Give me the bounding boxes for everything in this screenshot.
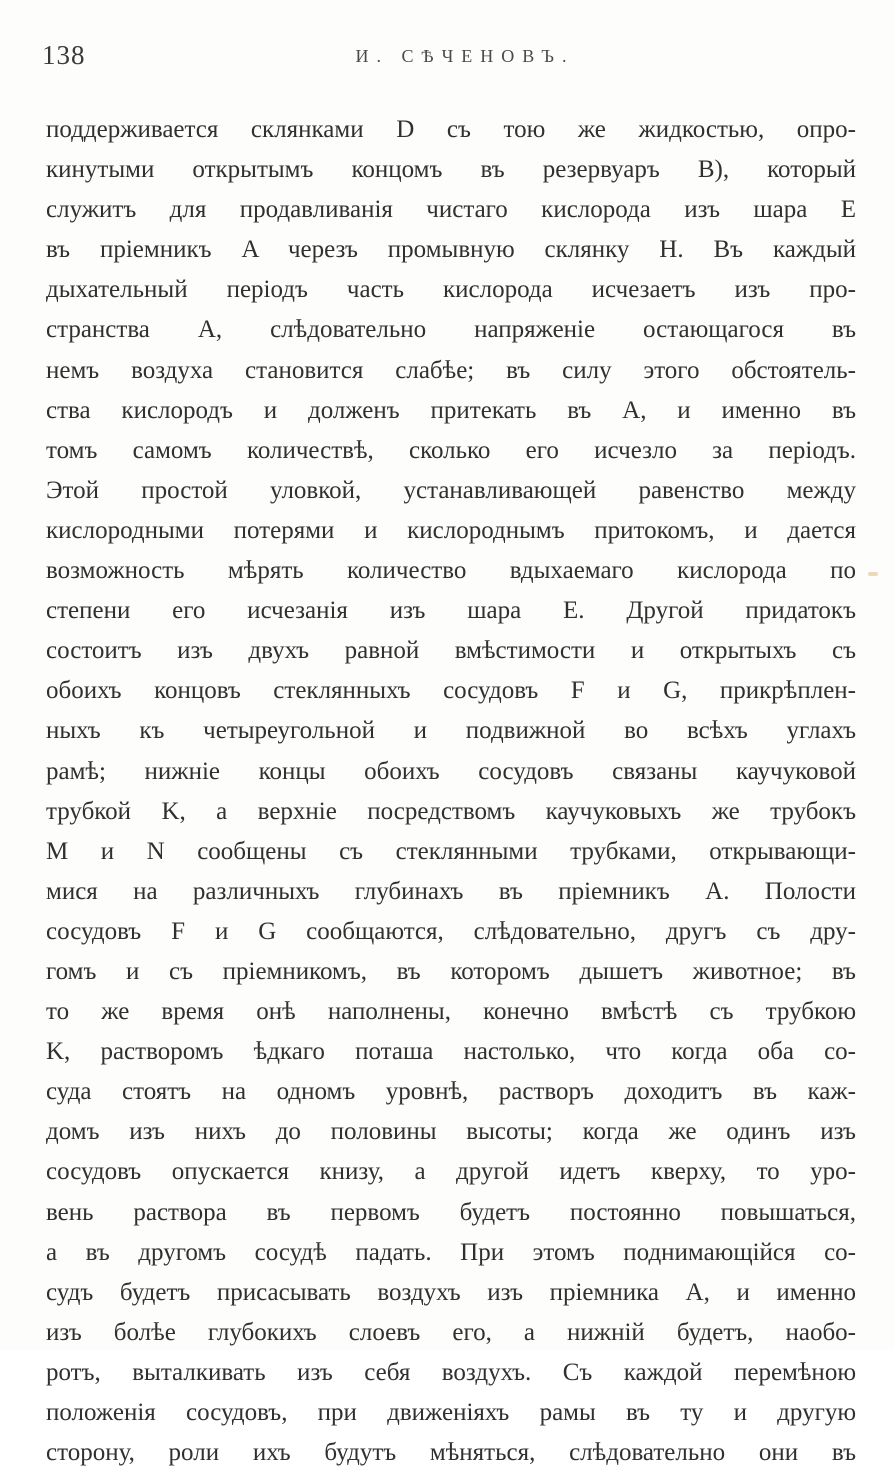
text-line: судъ будетъ присасывать воздухъ изъ пріемника A, и именно (46, 1278, 856, 1306)
text-line: M и N сообщены съ стеклянными трубками, открывающи- (46, 837, 856, 865)
text-line: сторону, роли ихъ будутъ мѣняться, слѣдовательно они въ (46, 1439, 856, 1467)
text-line: обоихъ концовъ стеклянныхъ сосудовъ F и G, прикрѣплен- (46, 677, 856, 705)
text-line: ротъ, выталкивать изъ себя воздухъ. Съ каждой перемѣною (46, 1358, 856, 1386)
text-line: трубкой K, а верхніе посредствомъ каучуковыхъ же трубокъ (46, 797, 856, 825)
text-line: K, растворомъ ѣдкаго поташа настолько, что когда оба со- (46, 1038, 856, 1066)
text-line: возможность мѣрять количество вдыхаемаго кислорода по (46, 557, 856, 585)
text-line: поддерживается склянками D съ тою же жидкостью, опро- (46, 116, 856, 143)
text-line: странства A, слѣдовательно напряженіе остающагося въ (46, 316, 856, 344)
page-number: 138 (42, 40, 86, 70)
text-line: сосудовъ F и G сообщаются, слѣдовательно, другъ съ дру- (46, 917, 856, 945)
text-line: ства кислородъ и долженъ притекать въ A, и именно въ (46, 396, 856, 424)
text-line: дыхательный періодъ часть кислорода исчезаетъ изъ про- (46, 276, 856, 304)
text-line: томъ самомъ количествѣ, сколько его исчезло за періодъ. (46, 436, 856, 464)
text-line: рамѣ; нижніе концы обоихъ сосудовъ связаны каучуковой (46, 757, 856, 785)
body-text (46, 110, 856, 1473)
text-line: сосудовъ опускается книзу, а другой идетъ кверху, то уро- (46, 1158, 856, 1186)
text-line: гомъ и съ пріемникомъ, въ которомъ дышетъ животное; въ (46, 957, 856, 985)
text-line: Этой простой уловкой, устанавливающей равенство между (46, 476, 856, 504)
text-line: а въ другомъ сосудѣ падать. При этомъ поднимающійся со- (46, 1238, 856, 1266)
text-line: кислородными потерями и кислороднымъ притокомъ, и дается (46, 516, 856, 544)
text-line: положенія сосудовъ, при движеніяхъ рамы въ ту и другую (46, 1399, 856, 1426)
text-line: то же время онѣ наполнены, конечно вмѣстѣ съ трубкою (46, 998, 856, 1026)
text-line: степени его исчезанія изъ шара E. Другой придатокъ (46, 597, 856, 625)
text-line: ныхъ къ четыреугольной и подвижной во всѣхъ углахъ (46, 717, 856, 745)
text-line: въ пріемникъ A черезъ промывную склянку H. Въ каждый (46, 236, 856, 264)
text-line: служитъ для продавливанія чистаго кислорода изъ шара E (46, 196, 856, 224)
page-header (40, 40, 860, 80)
text-line: кинутыми открытымъ концомъ въ резервуаръ B), который (46, 156, 856, 184)
paper-blemish (868, 572, 878, 576)
running-head: И. СѢЧЕНОВЪ. (355, 46, 575, 66)
text-line: домъ изъ нихъ до половины высоты; когда же одинъ изъ (46, 1118, 856, 1146)
text-line: немъ воздуха становится слабѣе; въ силу этого обстоятель- (46, 356, 856, 384)
text-line: изъ болѣе глубокихъ слоевъ его, а нижній будетъ, наобо- (46, 1318, 856, 1346)
text-line: мися на различныхъ глубинахъ въ пріемникъ A. Полости (46, 877, 856, 905)
text-line: вень раствора въ первомъ будетъ постоянно повышаться, (46, 1198, 856, 1226)
text-line: суда стоятъ на одномъ уровнѣ, растворъ доходитъ въ каж- (46, 1078, 856, 1106)
text-line: состоитъ изъ двухъ равной вмѣстимости и открытыхъ съ (46, 637, 856, 665)
